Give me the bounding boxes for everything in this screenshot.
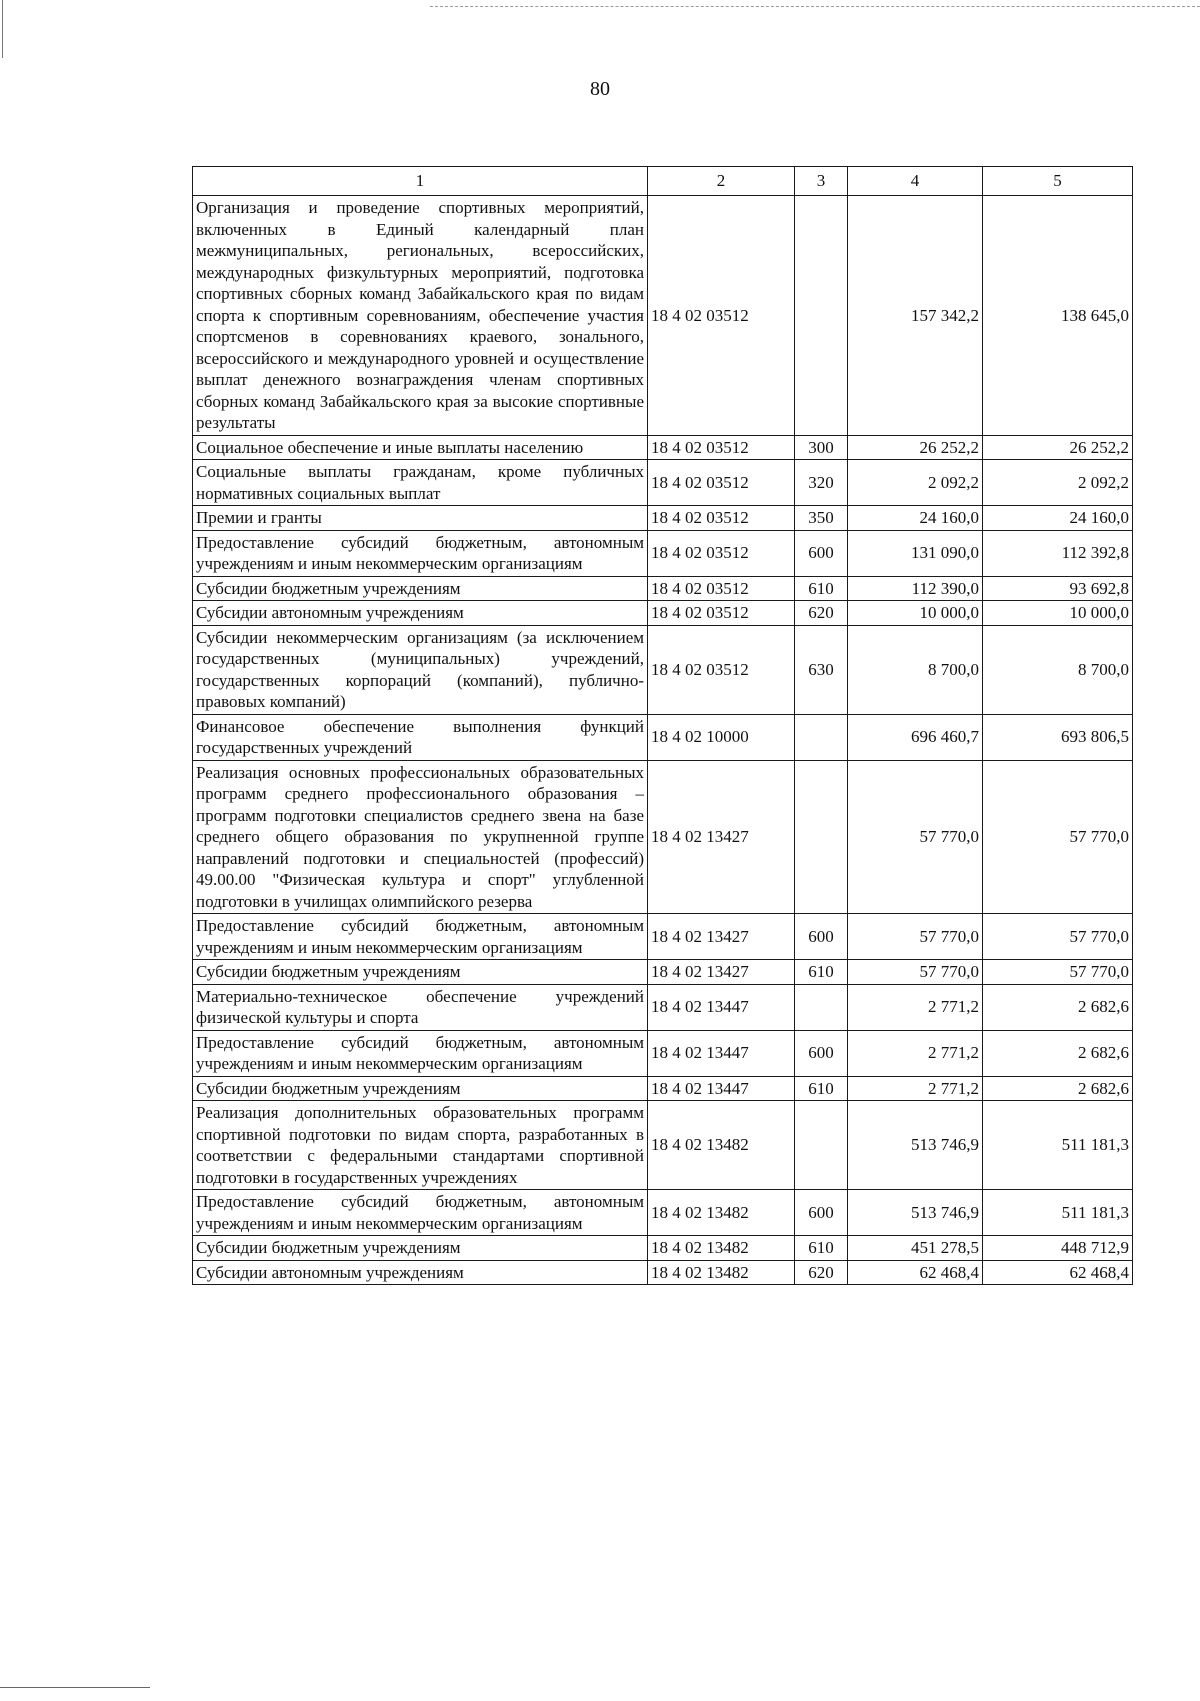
target-article-code: 18 4 02 13447 bbox=[648, 1030, 795, 1076]
target-article-code: 18 4 02 03512 bbox=[648, 601, 795, 626]
amount-column-4: 112 390,0 bbox=[848, 576, 983, 601]
amount-column-4: 57 770,0 bbox=[848, 960, 983, 985]
target-article-code: 18 4 02 13427 bbox=[648, 914, 795, 960]
amount-column-5: 693 806,5 bbox=[983, 714, 1133, 760]
table-row bbox=[193, 1260, 1133, 1285]
amount-column-4: 131 090,0 bbox=[848, 530, 983, 576]
table-row bbox=[193, 714, 1133, 760]
column-header: 3 bbox=[795, 167, 848, 196]
expense-item-name: Социальное обеспечение и иные выплаты населению bbox=[193, 435, 648, 460]
amount-column-5: 2 682,6 bbox=[983, 984, 1133, 1030]
target-article-code: 18 4 02 10000 bbox=[648, 714, 795, 760]
table-row bbox=[193, 1190, 1133, 1236]
expense-item-name: Финансовое обеспечение выполнения функций государственных учреждений bbox=[193, 714, 648, 760]
expense-item-name: Реализация основных профессиональных образовательных программ среднего профессионального образования – программ подготовки специалистов среднего звена на базе среднего общего образования по укрупненной группе направлений подготовки и специальностей (профессий) 49.00.00 "Физическая культура и спорт" углубленной подготовки в училищах олимпийского резерва bbox=[193, 760, 648, 914]
column-header: 4 bbox=[848, 167, 983, 196]
amount-column-5: 57 770,0 bbox=[983, 914, 1133, 960]
expense-type-code: 300 bbox=[795, 435, 848, 460]
amount-column-4: 62 468,4 bbox=[848, 1260, 983, 1285]
table-row bbox=[193, 625, 1133, 714]
target-article-code: 18 4 02 03512 bbox=[648, 506, 795, 531]
budget-table bbox=[192, 166, 1133, 1285]
expense-type-code: 350 bbox=[795, 506, 848, 531]
amount-column-4: 451 278,5 bbox=[848, 1236, 983, 1261]
table-header-row bbox=[193, 167, 1133, 196]
expense-item-name: Предоставление субсидий бюджетным, автономным учреждениям и иным некоммерческим организациям bbox=[193, 914, 648, 960]
expense-type-code: 600 bbox=[795, 914, 848, 960]
expense-item-name: Реализация дополнительных образовательных программ спортивной подготовки по видам спорта, разработанных в соответствии с федеральными стандартами спортивной подготовки в государственных учреждениях bbox=[193, 1101, 648, 1190]
expense-type-code: 610 bbox=[795, 960, 848, 985]
table-row bbox=[193, 530, 1133, 576]
expense-type-code: 620 bbox=[795, 1260, 848, 1285]
target-article-code: 18 4 02 13482 bbox=[648, 1236, 795, 1261]
budget-table-body bbox=[193, 167, 1133, 1285]
expense-item-name: Предоставление субсидий бюджетным, автономным учреждениям и иным некоммерческим организациям bbox=[193, 1190, 648, 1236]
expense-item-name: Субсидии автономным учреждениям bbox=[193, 1260, 648, 1285]
amount-column-5: 511 181,3 bbox=[983, 1101, 1133, 1190]
target-article-code: 18 4 02 13482 bbox=[648, 1190, 795, 1236]
scan-artifact-bottom-line bbox=[0, 1687, 150, 1688]
amount-column-5: 2 682,6 bbox=[983, 1030, 1133, 1076]
amount-column-5: 2 092,2 bbox=[983, 460, 1133, 506]
target-article-code: 18 4 02 13427 bbox=[648, 760, 795, 914]
expense-type-code: 600 bbox=[795, 1190, 848, 1236]
target-article-code: 18 4 02 13447 bbox=[648, 984, 795, 1030]
table-row bbox=[193, 1030, 1133, 1076]
amount-column-4: 24 160,0 bbox=[848, 506, 983, 531]
table-row bbox=[193, 984, 1133, 1030]
target-article-code: 18 4 02 03512 bbox=[648, 530, 795, 576]
target-article-code: 18 4 02 03512 bbox=[648, 576, 795, 601]
amount-column-5: 57 770,0 bbox=[983, 960, 1133, 985]
expense-type-code bbox=[795, 984, 848, 1030]
table-row bbox=[193, 1101, 1133, 1190]
table-row bbox=[193, 1236, 1133, 1261]
amount-column-4: 2 771,2 bbox=[848, 1030, 983, 1076]
amount-column-4: 57 770,0 bbox=[848, 760, 983, 914]
amount-column-4: 10 000,0 bbox=[848, 601, 983, 626]
amount-column-4: 2 092,2 bbox=[848, 460, 983, 506]
expense-type-code: 620 bbox=[795, 601, 848, 626]
column-header: 2 bbox=[648, 167, 795, 196]
column-header: 1 bbox=[193, 167, 648, 196]
table-row bbox=[193, 506, 1133, 531]
amount-column-5: 2 682,6 bbox=[983, 1076, 1133, 1101]
amount-column-4: 513 746,9 bbox=[848, 1190, 983, 1236]
amount-column-4: 57 770,0 bbox=[848, 914, 983, 960]
expense-type-code: 600 bbox=[795, 1030, 848, 1076]
table-row bbox=[193, 460, 1133, 506]
scan-artifact-left-line bbox=[2, 0, 3, 58]
table-row bbox=[193, 196, 1133, 436]
amount-column-4: 8 700,0 bbox=[848, 625, 983, 714]
amount-column-5: 10 000,0 bbox=[983, 601, 1133, 626]
expense-item-name: Субсидии бюджетным учреждениям bbox=[193, 1236, 648, 1261]
amount-column-4: 157 342,2 bbox=[848, 196, 983, 436]
amount-column-5: 93 692,8 bbox=[983, 576, 1133, 601]
table-row bbox=[193, 760, 1133, 914]
expense-item-name: Премии и гранты bbox=[193, 506, 648, 531]
expense-item-name: Социальные выплаты гражданам, кроме публичных нормативных социальных выплат bbox=[193, 460, 648, 506]
amount-column-4: 26 252,2 bbox=[848, 435, 983, 460]
expense-type-code: 610 bbox=[795, 1076, 848, 1101]
table-row bbox=[193, 435, 1133, 460]
target-article-code: 18 4 02 03512 bbox=[648, 196, 795, 436]
target-article-code: 18 4 02 13482 bbox=[648, 1101, 795, 1190]
expense-item-name: Субсидии автономным учреждениям bbox=[193, 601, 648, 626]
scan-artifact-top-line bbox=[430, 6, 1200, 7]
amount-column-5: 8 700,0 bbox=[983, 625, 1133, 714]
table-row bbox=[193, 1076, 1133, 1101]
amount-column-5: 62 468,4 bbox=[983, 1260, 1133, 1285]
amount-column-4: 696 460,7 bbox=[848, 714, 983, 760]
expense-item-name: Предоставление субсидий бюджетным, автономным учреждениям и иным некоммерческим организациям bbox=[193, 530, 648, 576]
expense-item-name: Субсидии бюджетным учреждениям bbox=[193, 576, 648, 601]
expense-type-code bbox=[795, 1101, 848, 1190]
expense-item-name: Субсидии бюджетным учреждениям bbox=[193, 960, 648, 985]
target-article-code: 18 4 02 03512 bbox=[648, 625, 795, 714]
expense-item-name: Предоставление субсидий бюджетным, автономным учреждениям и иным некоммерческим организациям bbox=[193, 1030, 648, 1076]
amount-column-5: 511 181,3 bbox=[983, 1190, 1133, 1236]
table-row bbox=[193, 960, 1133, 985]
target-article-code: 18 4 02 03512 bbox=[648, 435, 795, 460]
target-article-code: 18 4 02 03512 bbox=[648, 460, 795, 506]
expense-item-name: Субсидии бюджетным учреждениям bbox=[193, 1076, 648, 1101]
target-article-code: 18 4 02 13427 bbox=[648, 960, 795, 985]
amount-column-5: 24 160,0 bbox=[983, 506, 1133, 531]
expense-type-code: 320 bbox=[795, 460, 848, 506]
amount-column-4: 2 771,2 bbox=[848, 984, 983, 1030]
table-row bbox=[193, 601, 1133, 626]
target-article-code: 18 4 02 13482 bbox=[648, 1260, 795, 1285]
expense-item-name: Субсидии некоммерческим организациям (за исключением государственных (муниципальных) учреждений, государственных корпораций (компаний), публично-правовых компаний) bbox=[193, 625, 648, 714]
amount-column-5: 448 712,9 bbox=[983, 1236, 1133, 1261]
expense-type-code bbox=[795, 714, 848, 760]
amount-column-5: 112 392,8 bbox=[983, 530, 1133, 576]
expense-type-code bbox=[795, 760, 848, 914]
expense-type-code: 600 bbox=[795, 530, 848, 576]
amount-column-4: 513 746,9 bbox=[848, 1101, 983, 1190]
table-row bbox=[193, 914, 1133, 960]
expense-type-code: 610 bbox=[795, 576, 848, 601]
table-row bbox=[193, 576, 1133, 601]
page-number: 80 bbox=[590, 78, 610, 100]
target-article-code: 18 4 02 13447 bbox=[648, 1076, 795, 1101]
expense-item-name: Материально-техническое обеспечение учреждений физической культуры и спорта bbox=[193, 984, 648, 1030]
amount-column-5: 57 770,0 bbox=[983, 760, 1133, 914]
expense-item-name: Организация и проведение спортивных мероприятий, включенных в Единый календарный план межмуниципальных, региональных, всероссийских, международных физкультурных мероприятий, подготовка спортивных сборных команд Забайкальского края по видам спорта к спортивным соревнованиям, обеспечение участия спортсменов в соревнованиях краевого, зонального, всероссийского и международного уровней и осуществление выплат денежного вознаграждения членам спортивных сборных команд Забайкальского края за высокие спортивные результаты bbox=[193, 196, 648, 436]
amount-column-4: 2 771,2 bbox=[848, 1076, 983, 1101]
expense-type-code: 630 bbox=[795, 625, 848, 714]
amount-column-5: 138 645,0 bbox=[983, 196, 1133, 436]
column-header: 5 bbox=[983, 167, 1133, 196]
expense-type-code: 610 bbox=[795, 1236, 848, 1261]
amount-column-5: 26 252,2 bbox=[983, 435, 1133, 460]
expense-type-code bbox=[795, 196, 848, 436]
